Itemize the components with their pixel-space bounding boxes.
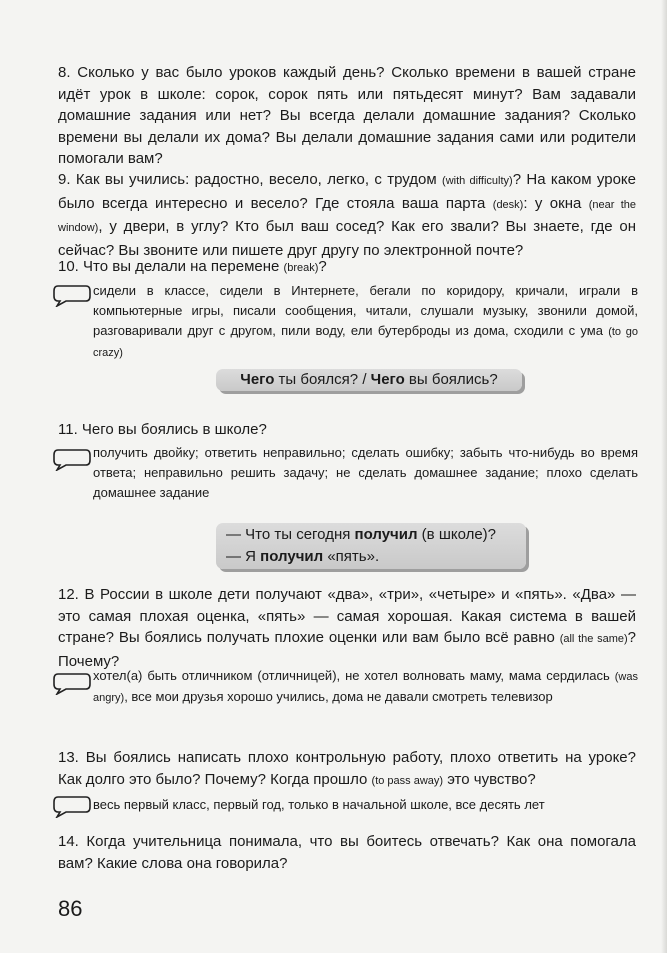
page-number: 86 — [58, 896, 83, 921]
gloss: (desk) — [492, 198, 524, 211]
gloss: (with difficulty) — [442, 175, 513, 187]
dialogue-line: — Я получил «пять». — [226, 548, 380, 565]
question-14: 14. Когда учительница понимала, что вы боитесь отвечать? Как она помогала вам? Какие слова она говорила? — [58, 833, 636, 872]
grammar-box-fear: Чего ты боялся? / Чего вы боялись? — [216, 369, 522, 391]
gloss: (break) — [283, 262, 319, 274]
gloss: (to go crazy) — [93, 326, 638, 359]
answer-11: получить двойку; ответить неправильно; сделать ошибку; забыть что-нибудь во время ответа; неправильно решить задачу; не сделать домашнее задание; плохо сделать домашнее задание — [93, 445, 638, 500]
answer-12: хотел(а) быть отличником (отличницей), не хотел волновать маму, мама сердилась (was angry), все мои друзья хорошо учились, дома не давали смотреть телевизор — [93, 668, 638, 704]
speech-bubble-icon — [52, 794, 92, 818]
page-edge-shadow — [661, 0, 667, 953]
dialogue-line: — Что ты сегодня получил (в школе)? — [226, 526, 497, 543]
speech-bubble-icon — [52, 447, 92, 471]
question-9: 9. Как вы учились: радостно, весело, легко, с трудом (with difficulty)? На каком уроке было всегда интересно и весело? Где стояла ваша парта (desk): у окна (near the window), у двери, в углу? Кто был ваш сосед? Как его звали? Вы знаете, где он сейчас? Вы звоните или пишете друг другу по электронной почте? — [58, 171, 637, 259]
gloss: (all the same) — [559, 633, 628, 645]
answer-10: сидели в классе, сидели в Интернете, бегали по коридору, кричали, играли в компьютерные игры, писали сообщения, читали, слушали музыку, звонили домой, разговаривали друг с другом, пили воду, ели бутерброды из дома, сходили с ума (to go crazy) — [93, 283, 638, 359]
grammar-box-received — [216, 523, 526, 569]
gloss: (to pass away) — [371, 774, 444, 787]
speech-bubble-icon — [52, 671, 92, 695]
answer-13: весь первый класс, первый год, только в начальной школе, все десять лет — [93, 797, 545, 812]
question-13: 13. Вы боялись написать плохо контрольную работу, плохо ответить на уроке? Как долго это было? Почему? Когда прошло (to pass away) это чувство? — [58, 749, 636, 788]
gloss: (near the window) — [58, 198, 637, 234]
question-10: 10. Что вы делали на перемене (break)? — [58, 258, 327, 275]
question-11: 11. Чего вы боялись в школе? — [58, 421, 267, 438]
speech-bubble-icon — [52, 283, 92, 307]
question-8: 8. Сколько у вас было уроков каждый день? Сколько времени в вашей стране идёт урок в школе: сорок, сорок пять или пятьдесят минут? Вам задавали домашние задания или нет? Вы всегда делали домашние задания? Сколько времени вы делали их дома? Вы делали домашние задания сами или родители помогали вам? — [58, 64, 636, 167]
question-12: 12. В России в школе дети получают «два», «три», «четыре» и «пять». «Два» — это самая плохая оценка, «пять» — самая хорошая. Какая система в вашей стране? Вы боялись получать плохие оценки или вам было всё равно (all the same)? Почему? — [58, 586, 636, 670]
gloss: (was angry) — [93, 671, 638, 704]
